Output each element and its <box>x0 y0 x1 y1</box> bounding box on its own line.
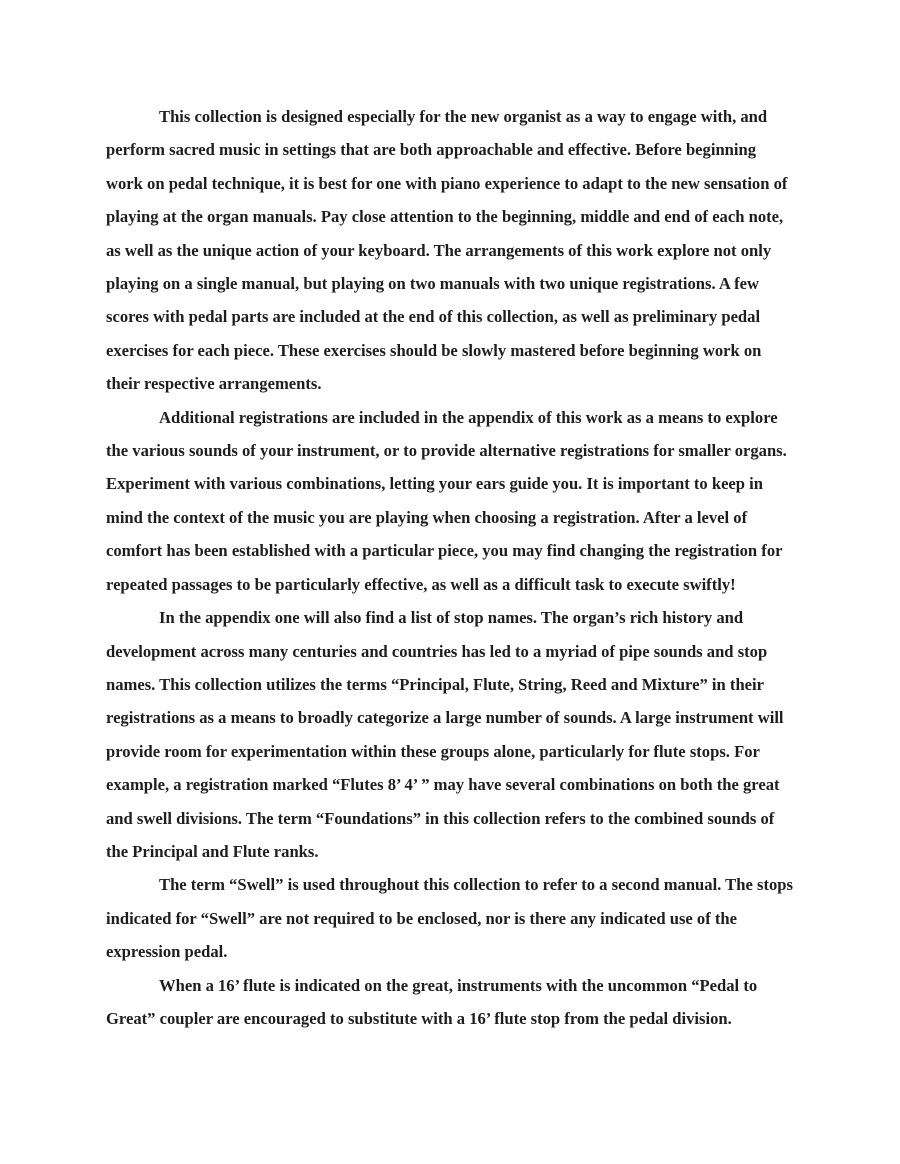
paragraph-intro: This collection is designed especially for the new organist as a way to engage with, and perform sacred music in settings that are both approachable and effective. Before beginning work on pedal technique, it is best for one with piano experience to adapt to the new sensation of playing at the organ manuals. Pay close attention to the beginning, middle and end of each note, as well as the unique action of your keyboard. The arrangements of this work explore not only playing on a single manual, but playing on two manuals with two unique registrations. A few scores with pedal parts are included at the end of this collection, as well as preliminary pedal exercises for each piece. These exercises should be slowly mastered before beginning work on their respective arrangements. <box>106 107 788 394</box>
paragraph-swell: The term “Swell” is used throughout this collection to refer to a second manual. The stops indicated for “Swell” are not required to be enclosed, nor is there any indicated use of the expression pedal. <box>106 875 793 962</box>
paragraph-stop-names: In the appendix one will also find a list of stop names. The organ’s rich history and development across many centuries and countries has led to a myriad of pipe sounds and stop names. This collection utilizes the terms “Principal, Flute, String, Reed and Mixture” in their registrations as a means to broadly categorize a large number of sounds. A large instrument will provide room for experimentation within these groups alone, particularly for flute stops. For example, a registration marked “Flutes 8’ 4’ ” may have several combinations on both the great and swell divisions. The term “Foundations” in this collection refers to the combined sounds of the Principal and Flute ranks. <box>106 608 784 861</box>
paragraph-pedal-coupler: When a 16’ flute is indicated on the great, instruments with the uncommon “Pedal to Great” coupler are encouraged to substitute with a 16’ flute stop from the pedal division. <box>106 975 758 1028</box>
body-text <box>106 100 796 1035</box>
paragraph-registrations: Additional registrations are included in the appendix of this work as a means to explore the various sounds of your instrument, or to provide alternative registrations for smaller organs. Experiment with various combinations, letting your ears guide you. It is important to keep in mind the context of the music you are playing when choosing a registration. After a level of comfort has been established with a particular piece, you may find changing the registration for repeated passages to be particularly effective, as well as a difficult task to execute swiftly! <box>106 407 787 594</box>
